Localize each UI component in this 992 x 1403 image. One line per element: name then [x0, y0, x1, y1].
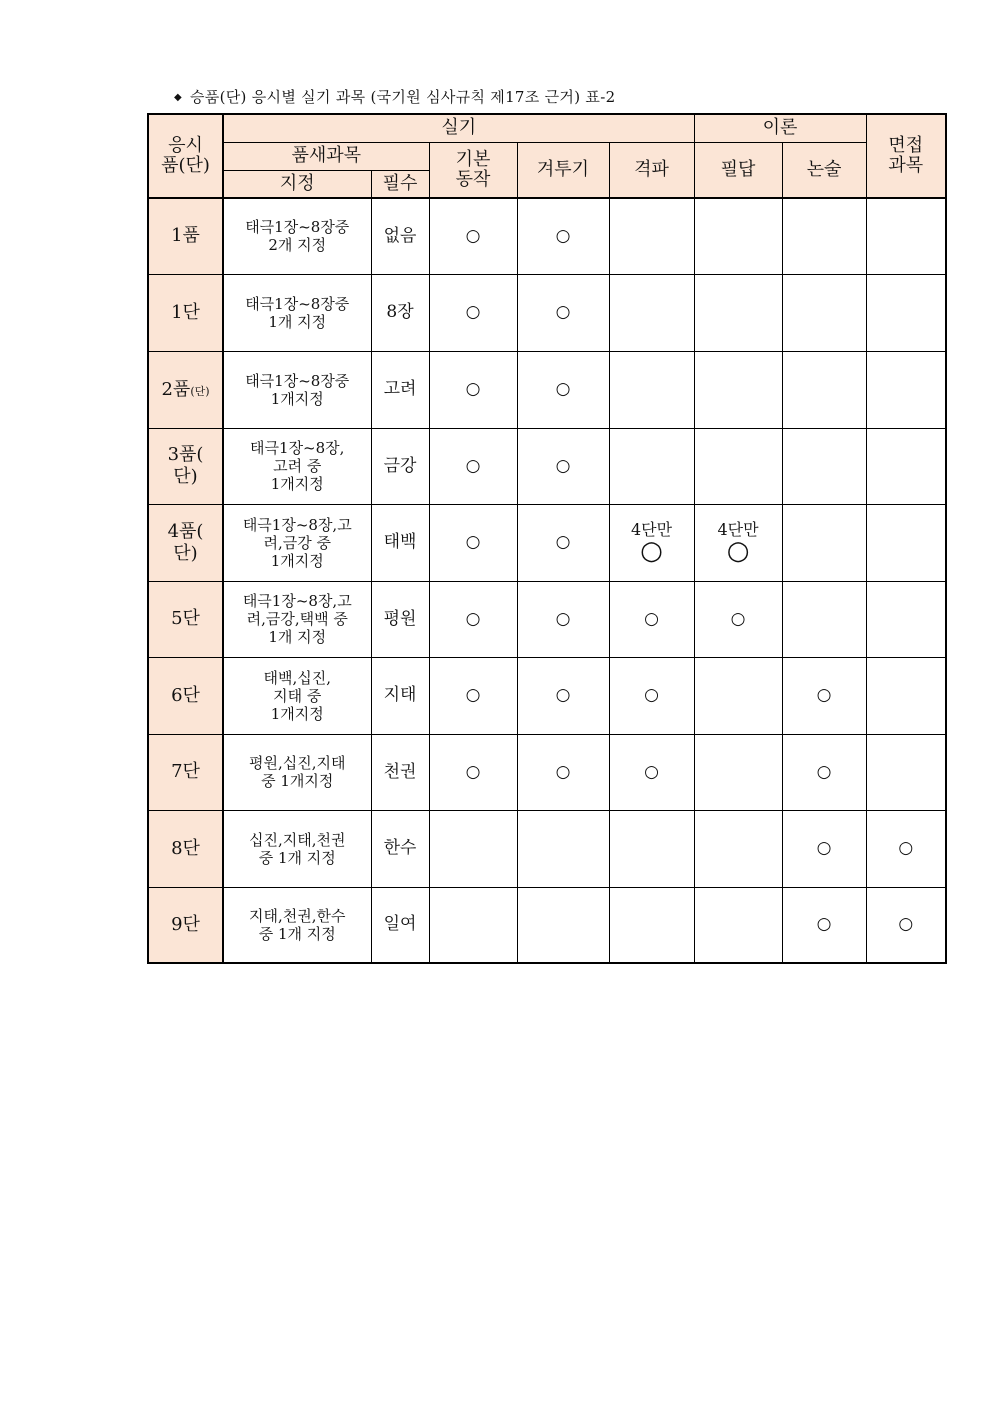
- header-theory: 이론: [694, 114, 866, 142]
- required-cell: 금강: [371, 428, 429, 504]
- written-mark: ○: [726, 536, 750, 567]
- breaking-mark: [609, 428, 694, 504]
- interview-mark: ○: [866, 887, 946, 963]
- essay-mark: [782, 428, 866, 504]
- required-cell: 고려: [371, 351, 429, 428]
- interview-mark: [866, 351, 946, 428]
- interview-mark: [866, 734, 946, 810]
- basic-mark: ○: [429, 657, 517, 734]
- table-row: [148, 274, 946, 351]
- basic-mark: ○: [429, 428, 517, 504]
- breaking-mark: [609, 887, 694, 963]
- breaking-mark: [609, 198, 694, 274]
- written-mark: [694, 810, 782, 887]
- breaking-mark: ○: [609, 657, 694, 734]
- written-mark: ○: [694, 581, 782, 657]
- essay-mark: [782, 504, 866, 581]
- essay-mark: [782, 274, 866, 351]
- basic-mark: ○: [429, 198, 517, 274]
- interview-mark: [866, 428, 946, 504]
- basic-mark: ○: [429, 274, 517, 351]
- breaking-mark: ○: [640, 536, 663, 567]
- essay-mark: [782, 351, 866, 428]
- caption-text: 승품(단) 응시별 실기 과목 (국기원 심사규칙 제17조 근거) 표-2: [190, 88, 616, 106]
- table-row: [148, 887, 946, 963]
- written-mark: [694, 351, 782, 428]
- rank-cell: 9단: [148, 887, 223, 963]
- table-row: [148, 657, 946, 734]
- designated-cell: 태극1장~8장, 고려 중 1개지정: [223, 428, 371, 504]
- rank-cell: 5단: [148, 581, 223, 657]
- rank-cell: 1품: [148, 198, 223, 274]
- required-cell: 없음: [371, 198, 429, 274]
- header-required: 필수: [371, 170, 429, 198]
- designated-cell: 태극1장~8장,고 려,금강,택백 중 1개 지정: [223, 581, 371, 657]
- required-cell: 태백: [371, 504, 429, 581]
- required-cell: 지태: [371, 657, 429, 734]
- diamond-bullet-icon: ◆: [174, 92, 182, 103]
- breaking-mark: [609, 810, 694, 887]
- basic-mark: [429, 887, 517, 963]
- table-row: [148, 810, 946, 887]
- essay-mark: ○: [782, 810, 866, 887]
- basic-mark: [429, 810, 517, 887]
- header-sparring: 겨투기: [517, 142, 609, 198]
- header-poomsae: 품새과목: [223, 142, 429, 170]
- interview-mark: ○: [866, 810, 946, 887]
- exam-subjects-table: [147, 113, 947, 964]
- table-caption: [174, 86, 615, 107]
- required-cell: 한수: [371, 810, 429, 887]
- written-mark: [694, 428, 782, 504]
- rank-cell: 1단: [148, 274, 223, 351]
- written-mark: [694, 657, 782, 734]
- required-cell: 평원: [371, 581, 429, 657]
- essay-mark: ○: [782, 657, 866, 734]
- basic-mark: ○: [429, 351, 517, 428]
- breaking-mark: ○: [609, 581, 694, 657]
- sparring-mark: ○: [517, 274, 609, 351]
- table-row: [148, 351, 946, 428]
- designated-cell: 평원,십진,지태 중 1개지정: [223, 734, 371, 810]
- sparring-mark: ○: [517, 657, 609, 734]
- sparring-mark: ○: [517, 428, 609, 504]
- table-row: [148, 734, 946, 810]
- designated-cell: 십진,지태,천권 중 1개 지정: [223, 810, 371, 887]
- breaking-cell: [609, 504, 694, 581]
- designated-cell: 태극1장~8장중 1개 지정: [223, 274, 371, 351]
- header-written: 필답: [694, 142, 782, 198]
- designated-cell: 태극1장~8장중 2개 지정: [223, 198, 371, 274]
- required-cell: 8장: [371, 274, 429, 351]
- header-essay: 논술: [782, 142, 866, 198]
- sparring-mark: [517, 810, 609, 887]
- breaking-mark: [609, 274, 694, 351]
- table-row: [148, 428, 946, 504]
- interview-mark: [866, 657, 946, 734]
- table-row: [148, 581, 946, 657]
- table-row: [148, 198, 946, 274]
- written-mark: [694, 887, 782, 963]
- rank-cell: 7단: [148, 734, 223, 810]
- required-cell: 천권: [371, 734, 429, 810]
- interview-mark: [866, 504, 946, 581]
- rank-cell: 3품( 단): [148, 428, 223, 504]
- designated-cell: 태극1장~8장중 1개지정: [223, 351, 371, 428]
- interview-mark: [866, 581, 946, 657]
- designated-cell: 태백,십진, 지태 중 1개지정: [223, 657, 371, 734]
- sparring-mark: ○: [517, 351, 609, 428]
- essay-mark: [782, 198, 866, 274]
- written-mark: [694, 274, 782, 351]
- required-cell: 일여: [371, 887, 429, 963]
- breaking-mark: ○: [609, 734, 694, 810]
- sparring-mark: ○: [517, 734, 609, 810]
- header-breaking: 격파: [609, 142, 694, 198]
- written-cell: [694, 504, 782, 581]
- rank-cell: 8단: [148, 810, 223, 887]
- basic-mark: ○: [429, 581, 517, 657]
- written-mark: [694, 198, 782, 274]
- rank-cell: 4품( 단): [148, 504, 223, 581]
- essay-mark: ○: [782, 887, 866, 963]
- designated-cell: 지태,천권,한수 중 1개 지정: [223, 887, 371, 963]
- rank-cell: 2품(단): [148, 351, 223, 428]
- designated-cell: 태극1장~8장,고 려,금강 중 1개지정: [223, 504, 371, 581]
- table-row: [148, 504, 946, 581]
- sparring-mark: ○: [517, 581, 609, 657]
- written-note: 4단만: [717, 519, 759, 539]
- breaking-mark: [609, 351, 694, 428]
- sparring-mark: ○: [517, 198, 609, 274]
- header-basic: 기본 동작: [429, 142, 517, 198]
- breaking-note: 4단만: [630, 519, 673, 539]
- header-interview: 면접 과목: [866, 114, 946, 198]
- sparring-mark: [517, 887, 609, 963]
- essay-mark: [782, 581, 866, 657]
- header-practical: 실기: [223, 114, 694, 142]
- sparring-mark: ○: [517, 504, 609, 581]
- written-mark: [694, 734, 782, 810]
- interview-mark: [866, 274, 946, 351]
- rank-cell: 6단: [148, 657, 223, 734]
- header-designated: 지정: [223, 170, 371, 198]
- header-rank: 응시 품(단): [148, 114, 223, 198]
- interview-mark: [866, 198, 946, 274]
- essay-mark: ○: [782, 734, 866, 810]
- basic-mark: ○: [429, 504, 517, 581]
- basic-mark: ○: [429, 734, 517, 810]
